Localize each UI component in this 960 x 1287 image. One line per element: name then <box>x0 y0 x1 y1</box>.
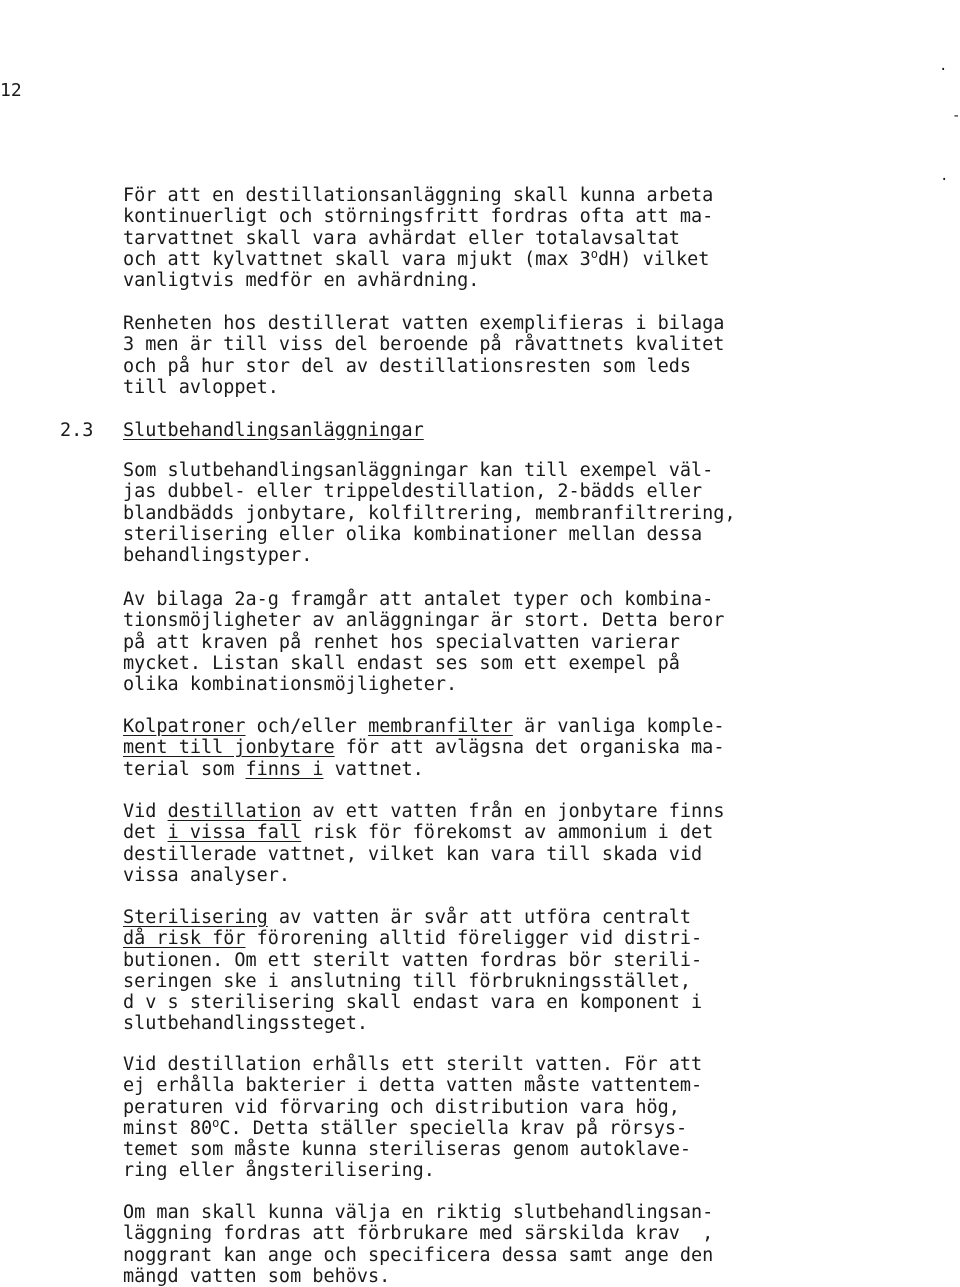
text-line: behandlingstyper. <box>123 545 313 567</box>
text-line <box>123 246 713 270</box>
underlined-term: destillation <box>167 801 302 822</box>
text-line <box>123 822 724 843</box>
text-line: Av bilaga 2a-g framgår att antalet typer och kombina- <box>123 589 714 610</box>
text-line: destillerade vattnet, vilket kan vara till skada vid <box>123 843 703 865</box>
text-line <box>123 759 724 780</box>
underlined-term: ment till jonbytare <box>123 737 335 759</box>
degree-superscript: o <box>212 1115 220 1130</box>
text-line: vanligtvis medför en avhärdning. <box>123 270 480 292</box>
text-run: det <box>123 822 168 844</box>
text-line: vissa analyser. <box>123 864 291 886</box>
text-line: temet som måste kunna steriliseras genom autoklave- <box>123 1139 692 1161</box>
text-line: d v s sterilisering skall endast vara en komponent i <box>123 992 703 1014</box>
text-line: Om man skall kunna välja en riktig slutbehandlingsan- <box>123 1202 714 1223</box>
underlined-term: då risk för <box>123 928 246 950</box>
underlined-term: finns i <box>245 758 324 780</box>
text-line: noggrant kan ange och specificera dessa samt ange den <box>123 1244 714 1266</box>
section-title: Slutbehandlingsanläggningar <box>123 420 424 441</box>
text-run: och att kylvattnet skall vara mjukt (max 3 <box>123 248 591 270</box>
text-run: C. Detta ställer speciella krav på rörsys- <box>219 1117 688 1139</box>
text-run: risk för förekomst av ammonium i det <box>301 822 714 844</box>
text-line: slutbehandlingssteget. <box>123 1013 369 1035</box>
text-line: seringen ske i anslutning till förbrukningsstället, <box>123 970 692 992</box>
text-line: tarvattnet skall vara avhärdat eller totalavsaltat <box>123 227 680 249</box>
text-run: terial som <box>123 758 246 780</box>
text-line: ej erhålla bakterier i detta vatten måste vattentem- <box>123 1075 703 1097</box>
text-line: olika kombinationsmöjligheter. <box>123 674 458 696</box>
corner-dash-mark: - <box>952 108 960 124</box>
section-number: 2.3 <box>60 420 94 441</box>
text-line: mängd vatten som behövs. <box>123 1265 391 1287</box>
text-line <box>123 737 724 758</box>
margin-dot-mark: . <box>940 168 949 184</box>
text-line: på att kraven på renhet hos specialvatten varierar <box>123 631 680 653</box>
text-run: av ett vatten från en jonbytare finns <box>301 801 725 822</box>
degree-superscript: o <box>590 246 599 261</box>
text-line: och på hur stor del av destillationsresten som leds <box>123 355 692 377</box>
paragraph-plant-types <box>123 460 736 566</box>
text-run: förorening alltid föreligger vid distri- <box>245 928 703 950</box>
text-run: av vatten är svår att utföra centralt <box>267 907 692 928</box>
underlined-term: membranfilter <box>368 716 513 737</box>
underlined-term: i vissa fall <box>167 822 302 844</box>
text-line: mycket. Listan skall endast ses som ett exempel på <box>123 652 680 674</box>
paragraph-requirements <box>123 1202 713 1287</box>
text-line: tionsmöjligheter av anläggningar är stort. Detta beror <box>123 610 725 632</box>
text-line <box>123 928 702 949</box>
text-line <box>123 716 724 737</box>
text-line: 3 men är till viss del beroende på råvattnets kvalitet <box>123 334 725 356</box>
text-line: peraturen vid förvaring och distribution vara hög, <box>123 1096 680 1118</box>
text-line: Som slutbehandlingsanläggningar kan till exempel väl- <box>123 460 714 481</box>
corner-dot-mark: . <box>939 58 948 74</box>
text-run: vattnet. <box>323 758 424 780</box>
text-line <box>123 1115 702 1139</box>
text-line: kontinuerligt och störningsfritt fordras ofta att ma- <box>123 206 714 228</box>
paragraph-combinations <box>123 589 724 695</box>
text-line <box>123 907 702 928</box>
text-line: jas dubbel- eller trippeldestillation, 2-bädds eller <box>123 481 703 503</box>
text-line: ring eller ångsterilisering. <box>123 1160 435 1182</box>
underlined-term: Sterilisering <box>123 907 268 928</box>
text-run: och/eller <box>245 716 369 737</box>
text-line: För att en destillationsanläggning skall kunna arbeta <box>123 185 714 206</box>
paragraph-distillation-sterile <box>123 1054 702 1182</box>
paragraph-ammonium <box>123 801 724 886</box>
text-line: blandbädds jonbytare, kolfiltrering, membranfiltrering, <box>123 502 736 524</box>
underlined-term: Kolpatroner <box>123 716 246 737</box>
paragraph-cartridges <box>123 716 724 780</box>
text-run: minst 80 <box>123 1117 213 1139</box>
text-line: till avloppet. <box>123 376 279 398</box>
paragraph-feedwater <box>123 185 713 291</box>
paragraph-purity <box>123 313 724 398</box>
text-run: dH) vilket <box>598 248 710 270</box>
paragraph-sterilisation <box>123 907 702 1035</box>
text-run: är vanliga komple- <box>512 716 725 737</box>
text-line: läggning fordras att förbrukare med särskilda krav , <box>123 1223 714 1245</box>
section-title-line <box>123 420 424 441</box>
page-number: 12 <box>0 80 22 101</box>
text-line: Vid destillation erhålls ett sterilt vatten. För att <box>123 1054 703 1075</box>
text-line: butionen. Om ett sterilt vatten fordras bör sterili- <box>123 949 703 971</box>
text-line: sterilisering eller olika kombinationer mellan dessa <box>123 523 703 545</box>
text-line: Renheten hos destillerat vatten exemplifieras i bilaga <box>123 313 725 334</box>
text-run: för att avlägsna det organiska ma- <box>334 737 725 759</box>
text-run: Vid <box>123 801 168 822</box>
section-heading <box>123 420 424 441</box>
text-line <box>123 801 724 822</box>
